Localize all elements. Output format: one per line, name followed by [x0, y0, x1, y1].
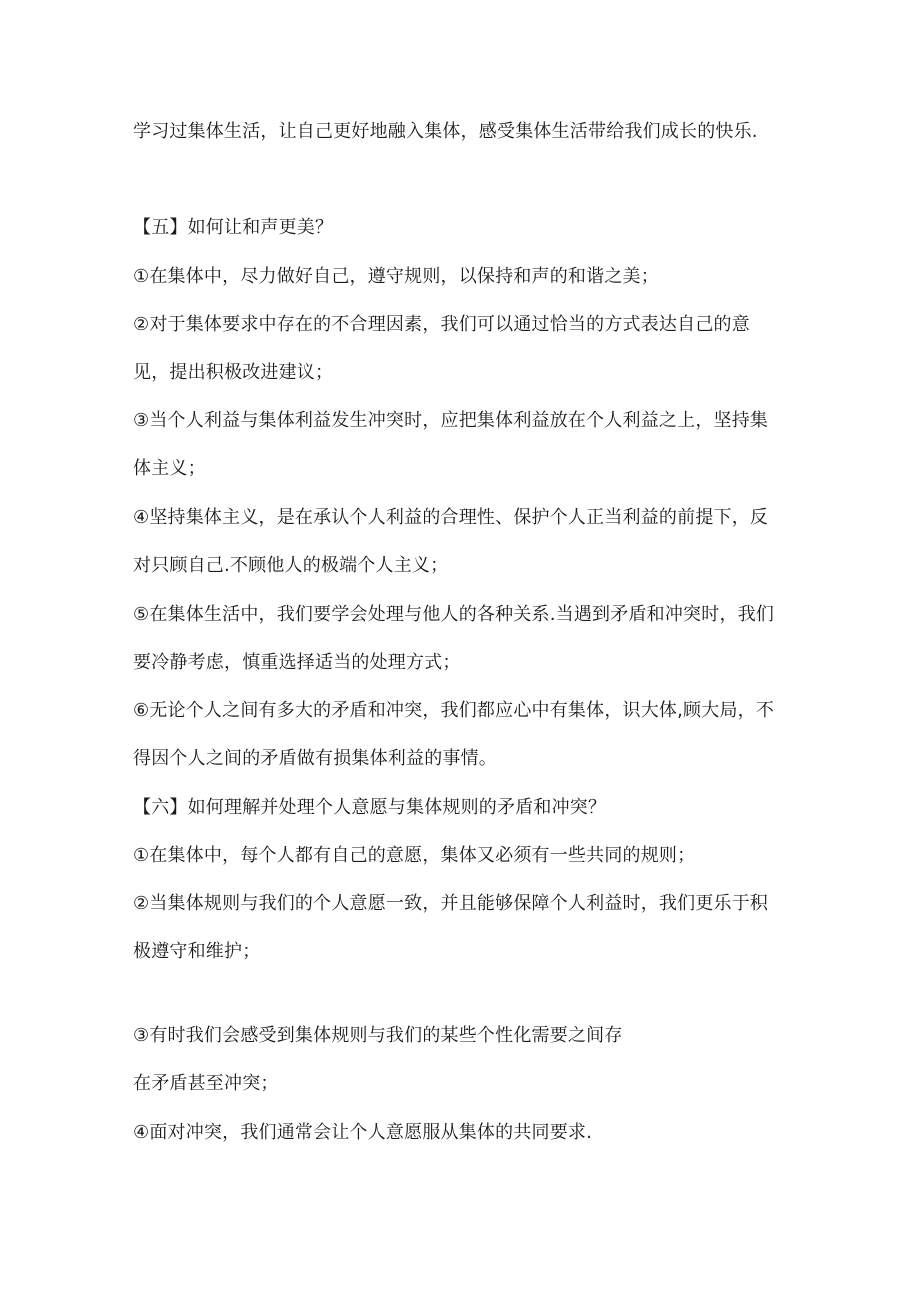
section-5-point-2-line-1: ②对于集体要求中存在的不合理因素，我们可以通过恰当的方式表达自己的意: [133, 314, 750, 335]
section-5-point-3-line-2: 体主义；: [133, 458, 206, 479]
section-6-point-2-line-1: ②当集体规则与我们的个人意愿一致，并且能够保障个人利益时，我们更乐于积: [133, 893, 769, 914]
section-5-heading: 【五】如何让和声更美？: [133, 217, 334, 238]
intro-line: 学习过集体生活，让自己更好地融入集体，感受集体生活带给我们成长的快乐.: [133, 121, 758, 142]
section-5-point-5-line-2: 要冷静考虑，慎重选择适当的处理方式；: [133, 652, 461, 673]
section-6-point-3-line-1: ③有时我们会感受到集体规则与我们的某些个性化需要之间存: [133, 1025, 623, 1046]
section-6-point-1: ①在集体中，每个人都有自己的意愿，集体又必须有一些共同的规则；: [133, 845, 696, 866]
section-6-point-4: ④面对冲突，我们通常会让个人意愿服从集体的共同要求.: [133, 1122, 593, 1143]
section-5-point-5-line-1: ⑤在集体生活中，我们要学会处理与他人的各种关系.当遇到矛盾和冲突时，我们: [133, 604, 775, 625]
section-5-point-4-line-2: 对只顾自己.不顾他人的极端个人主义；: [133, 555, 449, 576]
section-6-heading: 【六】如何理解并处理个人意愿与集体规则的矛盾和冲突？: [133, 797, 607, 818]
section-5-point-1: ①在集体中，尽力做好自己，遵守规则，以保持和声的和谐之美；: [133, 266, 659, 287]
section-5-point-6-line-2: 得因个人之间的矛盾做有损集体利益的事情。: [133, 748, 497, 769]
section-6-point-2-line-2: 极遵守和维护；: [133, 941, 261, 962]
section-5-point-4-line-1: ④坚持集体主义，是在承认个人利益的合理性、保护个人正当利益的前提下，反: [133, 507, 769, 528]
section-5-point-2-line-2: 见，提出积极改进建议；: [133, 362, 334, 383]
section-5-point-3-line-1: ③当个人利益与集体利益发生冲突时，应把集体利益放在个人利益之上，坚持集: [133, 410, 769, 431]
section-6-point-3-line-2: 在矛盾甚至冲突；: [133, 1073, 279, 1094]
section-5-point-6-line-1: ⑥无论个人之间有多大的矛盾和冲突，我们都应心中有集体，识大体,顾大局，不: [133, 700, 775, 721]
